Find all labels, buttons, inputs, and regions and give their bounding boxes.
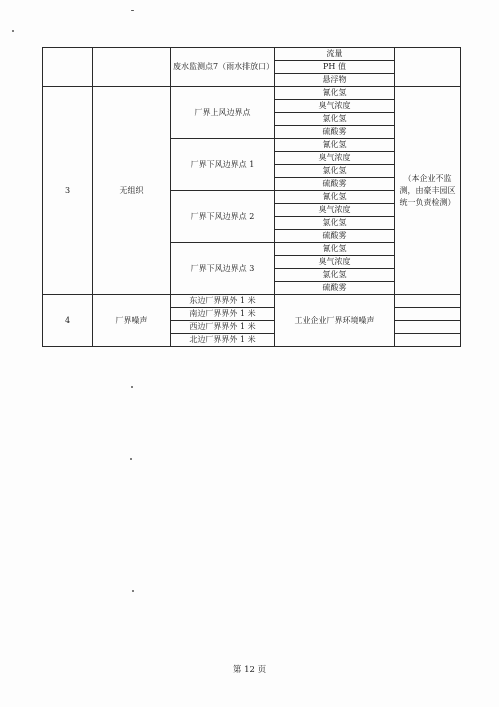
monitoring-point-cell: 厂界下风边界点 2 — [171, 191, 275, 243]
note-cell: （本企业不监测，由豪丰园区统一负责检测） — [395, 87, 461, 295]
item-cell: 氰化氢 — [275, 139, 395, 152]
item-cell: 臭气浓度 — [275, 204, 395, 217]
item-cell: 悬浮物 — [275, 74, 395, 87]
note-cell-empty — [395, 48, 461, 87]
category-cell: 无组织 — [93, 87, 171, 295]
monitoring-point-cell: 废水监测点7（雨水排放口） — [171, 48, 275, 87]
monitoring-point-cell: 南边厂界界外 1 米 — [171, 308, 275, 321]
table-row — [43, 87, 461, 100]
item-cell: 硫酸雾 — [275, 282, 395, 295]
monitoring-point-cell: 厂界下风边界点 1 — [171, 139, 275, 191]
number-cell: 3 — [43, 87, 93, 295]
scan-speck — [130, 458, 132, 460]
item-cell: 工业企业厂界环境噪声 — [275, 295, 395, 347]
scan-speck — [131, 386, 133, 388]
item-cell: 氯化氢 — [275, 269, 395, 282]
item-cell: 氰化氢 — [275, 191, 395, 204]
item-cell: 硫酸雾 — [275, 178, 395, 191]
item-cell: 臭气浓度 — [275, 152, 395, 165]
item-cell: 氰化氢 — [275, 87, 395, 100]
item-cell: 硫酸雾 — [275, 126, 395, 139]
table-row — [43, 48, 461, 61]
item-cell: 臭气浓度 — [275, 100, 395, 113]
monitoring-point-cell: 东边厂界界外 1 米 — [171, 295, 275, 308]
monitoring-point-cell: 北边厂界界外 1 米 — [171, 334, 275, 347]
table-row — [43, 295, 461, 308]
scan-speck — [131, 10, 134, 11]
monitoring-point-cell: 厂界上风边界点 — [171, 87, 275, 139]
note-cell-empty — [395, 295, 461, 308]
item-cell: 氰化氢 — [275, 243, 395, 256]
monitoring-point-cell: 厂界下风边界点 3 — [171, 243, 275, 295]
item-cell: 氯化氢 — [275, 165, 395, 178]
scan-speck — [132, 590, 134, 592]
item-cell: 硫酸雾 — [275, 230, 395, 243]
item-cell: PH 值 — [275, 61, 395, 74]
note-cell-empty — [395, 308, 461, 321]
note-cell-empty — [395, 334, 461, 347]
category-cell-empty — [93, 48, 171, 87]
scan-speck — [12, 30, 14, 32]
item-cell: 臭气浓度 — [275, 256, 395, 269]
number-cell-empty — [43, 48, 93, 87]
category-cell: 厂界噪声 — [93, 295, 171, 347]
page-number: 第 12 页 — [232, 665, 267, 675]
monitoring-table — [42, 47, 461, 347]
note-cell-empty — [395, 321, 461, 334]
monitoring-point-cell: 西边厂界界外 1 米 — [171, 321, 275, 334]
item-cell: 氯化氢 — [275, 217, 395, 230]
item-cell: 流量 — [275, 48, 395, 61]
number-cell: 4 — [43, 295, 93, 347]
item-cell: 氯化氢 — [275, 113, 395, 126]
